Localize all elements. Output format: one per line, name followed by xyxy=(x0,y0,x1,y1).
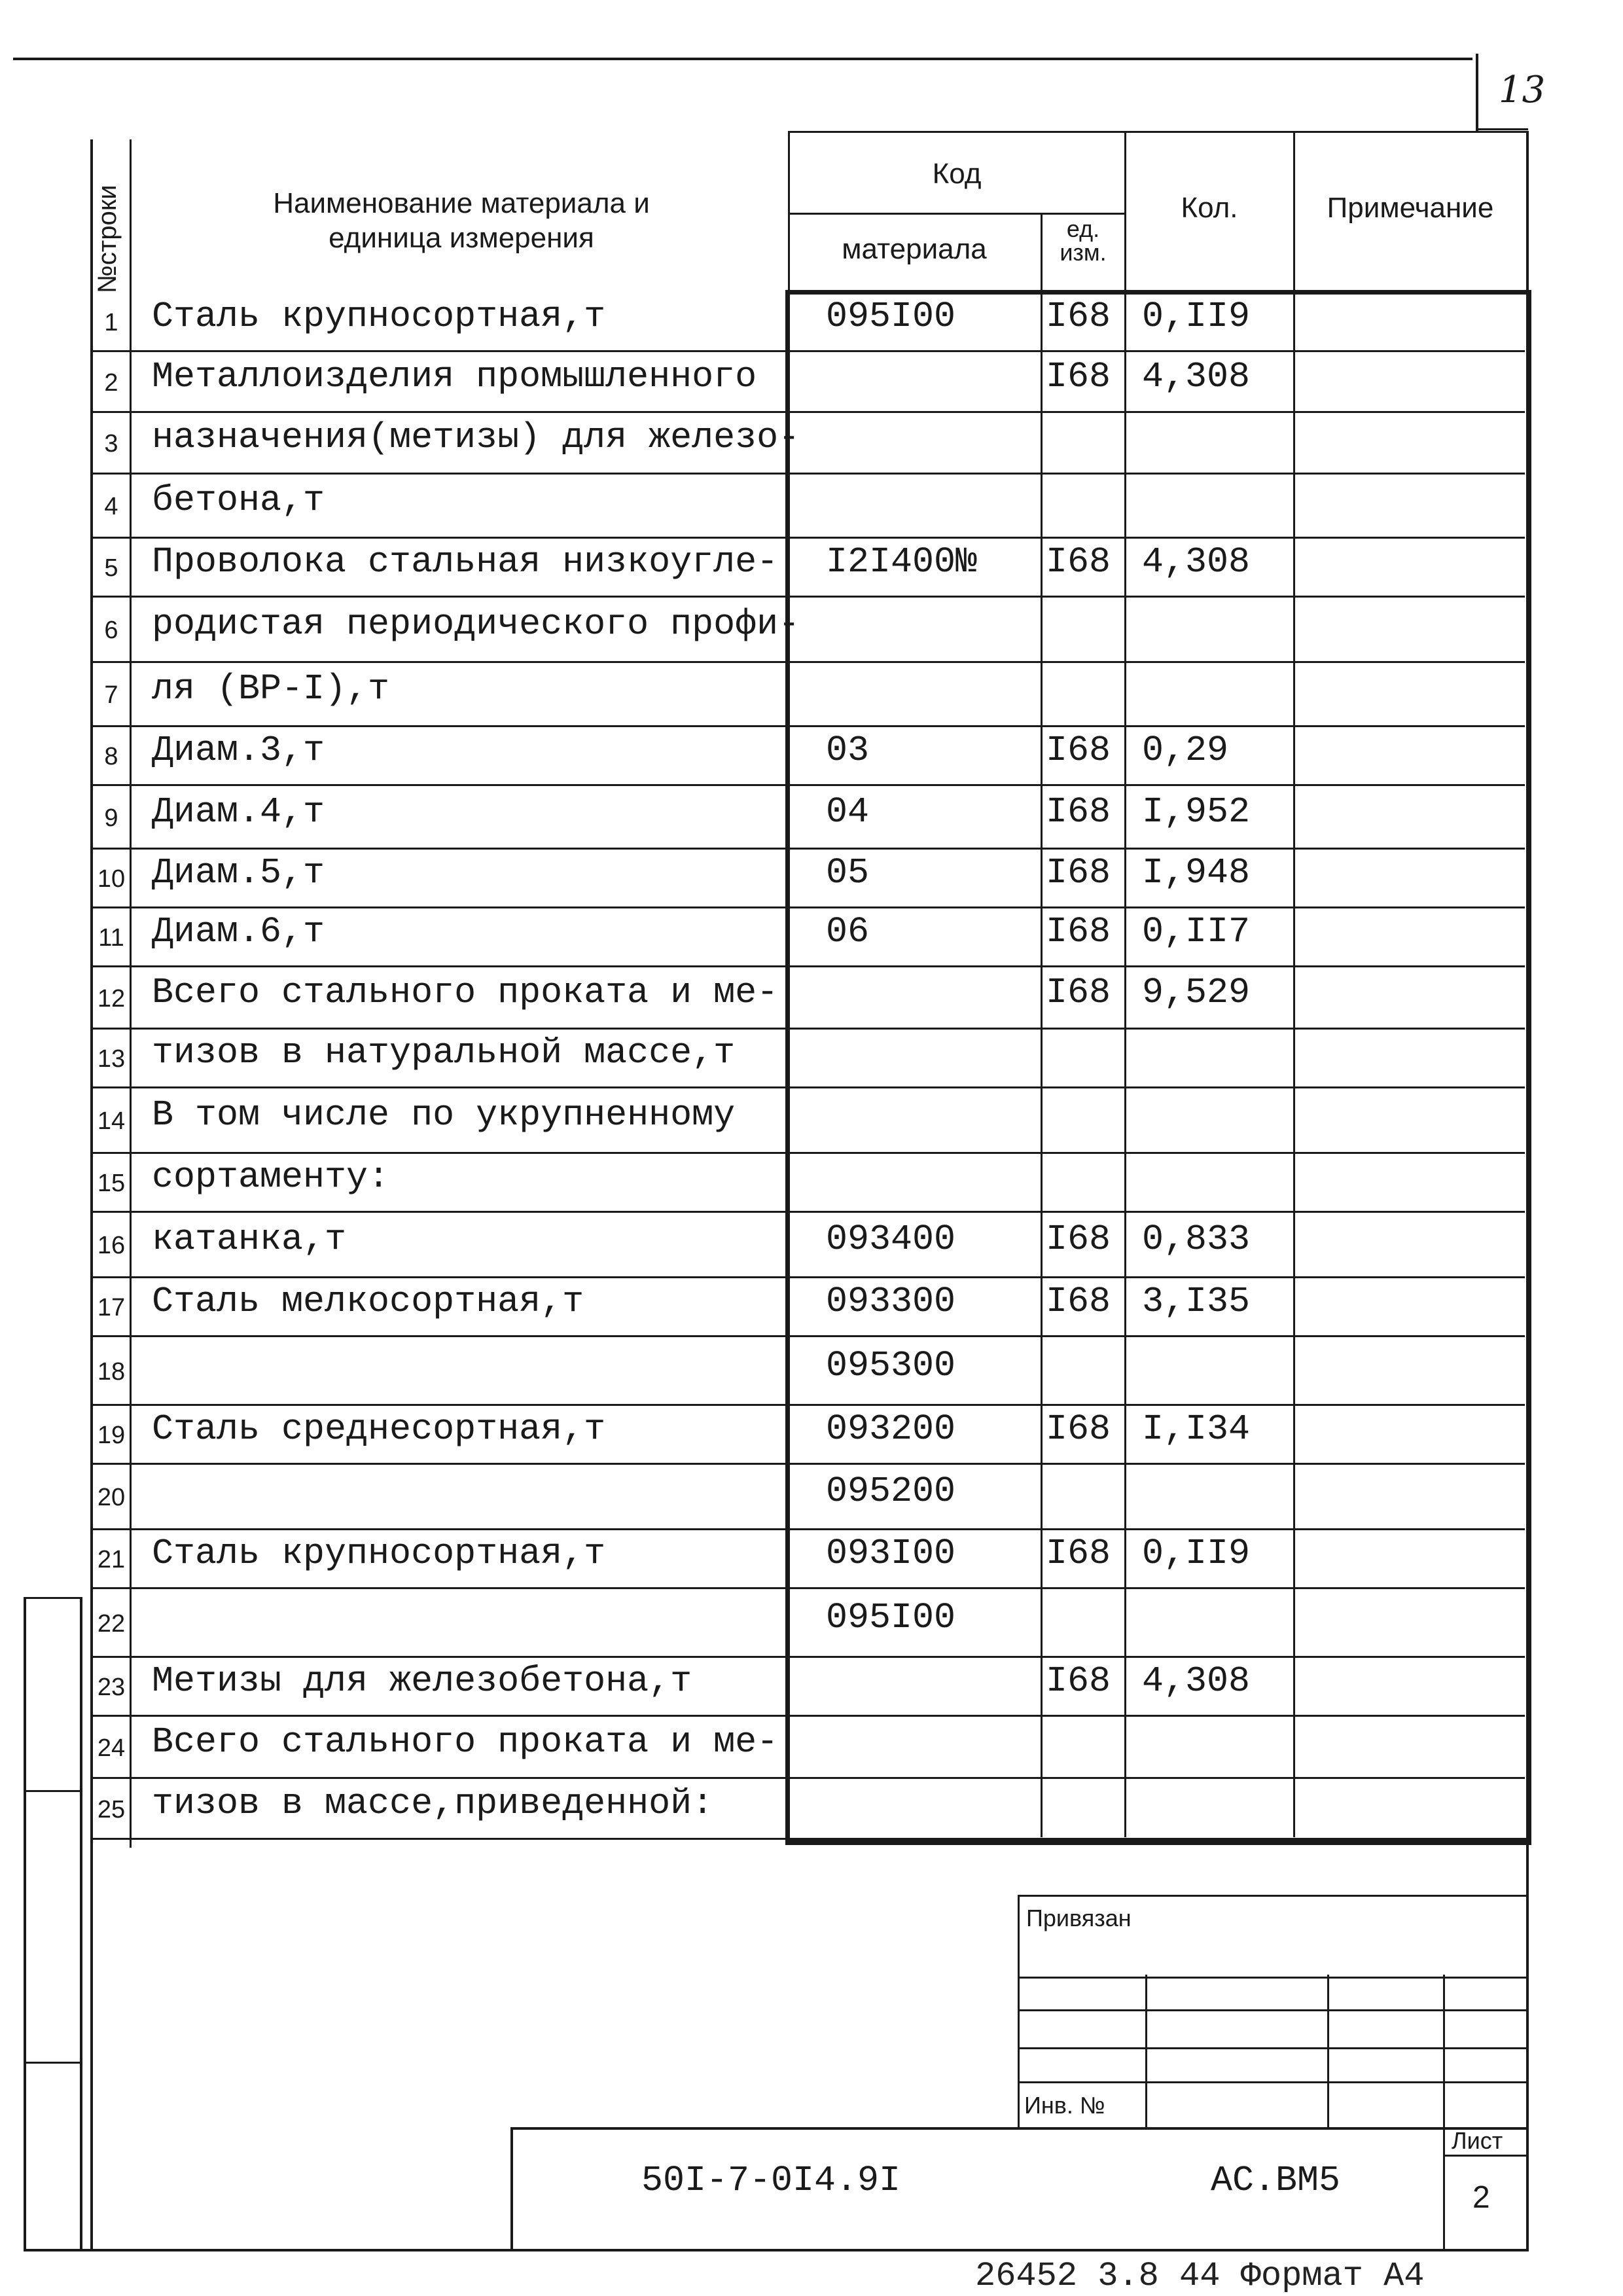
doc-mark: АС.ВМ5 xyxy=(1211,2160,1341,2201)
row-unit-code: I68 xyxy=(1046,852,1111,893)
row-material-name: Метизы для железобетона,т xyxy=(152,1660,692,1702)
row-number: 11 xyxy=(98,924,124,952)
row-unit-code: I68 xyxy=(1046,1533,1111,1574)
binding-line-inner xyxy=(80,1597,82,2251)
title-block-left xyxy=(510,2127,513,2250)
header-col-2 xyxy=(788,131,790,291)
row-number: 7 xyxy=(104,681,118,709)
row-material-name: Сталь крупносортная,т xyxy=(152,1533,606,1574)
row-number: 13 xyxy=(97,1045,126,1073)
row-number: 3 xyxy=(104,430,118,457)
row-quantity: I,952 xyxy=(1142,791,1251,833)
row-number: 2 xyxy=(104,368,118,397)
row-material-code: 095300 xyxy=(826,1344,956,1386)
row-material-name: В том числе по укрупненному xyxy=(152,1094,736,1136)
row-number: 18 xyxy=(97,1357,126,1386)
binding-divider-1 xyxy=(24,1597,82,1599)
row-number: 6 xyxy=(104,617,118,644)
binding-divider-3 xyxy=(24,2062,82,2064)
row-quantity: 0,833 xyxy=(1142,1219,1251,1260)
row-number: 14 xyxy=(97,1107,126,1135)
stamp-grid-v3 xyxy=(1443,1975,1445,2250)
row-unit-code: I68 xyxy=(1046,911,1111,952)
row-quantity: I,I34 xyxy=(1142,1408,1251,1450)
row-number: 25 xyxy=(97,1795,126,1823)
row-quantity: 9,529 xyxy=(1142,971,1251,1013)
header-top xyxy=(788,131,1527,133)
table-row-line xyxy=(92,473,1525,475)
table-row-line xyxy=(92,1404,1525,1406)
stamp-grid-left xyxy=(1018,1975,1020,2128)
stamp-grid-h1 xyxy=(1018,2009,1526,2011)
table-row-line xyxy=(92,1211,1525,1213)
table-row-line xyxy=(92,1152,1525,1154)
doc-code: 50I-7-0I4.9I xyxy=(641,2160,901,2201)
table-row-line xyxy=(92,1656,1525,1658)
row-material-name: Металлоизделия промышленного xyxy=(152,355,757,397)
row-material-name: бетона,т xyxy=(152,480,325,521)
row-quantity: 0,II9 xyxy=(1142,296,1251,337)
row-material-name: Сталь среднесортная,т xyxy=(152,1408,606,1450)
row-unit-code: I68 xyxy=(1046,971,1111,1013)
table-row-line xyxy=(92,725,1525,727)
binding-line xyxy=(24,1597,26,2251)
top-rule xyxy=(13,58,1472,60)
footer-note: 26452 3.8 44 Формат А4 xyxy=(975,2257,1425,2295)
table-row-line xyxy=(92,784,1525,786)
row-material-code: 06 xyxy=(826,911,870,952)
row-material-code: 093200 xyxy=(826,1408,956,1450)
row-material-name: Всего стального проката и ме- xyxy=(152,971,779,1013)
row-number: 1 xyxy=(104,309,118,336)
col-sep-note xyxy=(1293,291,1295,1837)
row-material-code: 03 xyxy=(826,730,870,771)
row-material-name: Диам.5,т xyxy=(152,852,325,893)
stamp-grid-h2 xyxy=(1018,2047,1526,2049)
row-material-name: родистая периодического профи- xyxy=(152,603,800,645)
header-note: Примечание xyxy=(1327,192,1494,224)
row-number: 19 xyxy=(97,1422,126,1449)
row-material-code: 04 xyxy=(826,791,870,833)
corner-base xyxy=(1476,128,1528,130)
frame-bottom xyxy=(24,2249,1529,2251)
row-unit-code: I68 xyxy=(1046,1281,1111,1322)
table-row-line xyxy=(92,596,1525,598)
table-row-line xyxy=(92,1276,1525,1278)
row-material-name: Сталь мелкосортная,т xyxy=(152,1281,584,1322)
row-material-name: катанка,т xyxy=(152,1219,347,1260)
row-number: 9 xyxy=(104,804,118,832)
header-col-1 xyxy=(130,139,132,1848)
row-material-name: Сталь крупносортная,т xyxy=(152,296,606,337)
row-material-code: 093300 xyxy=(826,1281,956,1322)
table-row-line xyxy=(92,661,1525,663)
row-material-name: Диам.4,т xyxy=(152,791,325,833)
row-material-name: сортаменту: xyxy=(152,1157,390,1198)
sheet-label: Лист xyxy=(1452,2127,1503,2154)
row-number: 23 xyxy=(97,1674,126,1701)
row-number: 20 xyxy=(97,1484,126,1511)
table-row-line xyxy=(92,965,1525,967)
header-qty: Кол. xyxy=(1181,192,1238,224)
stamp-grid-v2 xyxy=(1327,1975,1329,2128)
table-row-line xyxy=(92,1028,1525,1030)
sheet-number: 2 xyxy=(1472,2180,1490,2215)
row-material-name: Всего стального проката и ме- xyxy=(152,1721,779,1763)
stamp-privyazan-label: Привязан xyxy=(1026,1905,1132,1931)
table-row-line xyxy=(92,1528,1525,1530)
table-row-line xyxy=(92,1587,1525,1589)
table-row-line xyxy=(92,1838,1525,1840)
row-material-name: Проволока стальная низкоугле- xyxy=(152,541,779,583)
row-number: 21 xyxy=(97,1546,126,1573)
row-material-code: 093I00 xyxy=(826,1533,956,1574)
row-material-name: ля (ВР-I),т xyxy=(152,668,390,709)
header-name: Наименование материала и единица измерения xyxy=(273,187,650,254)
row-quantity: 0,29 xyxy=(1142,730,1229,771)
row-unit-code: I68 xyxy=(1046,355,1111,397)
row-material-name: назначения(метизы) для железо- xyxy=(152,417,800,458)
binding-divider-2 xyxy=(24,1790,82,1792)
row-quantity: I,948 xyxy=(1142,852,1251,893)
row-number: 17 xyxy=(97,1294,126,1321)
stamp-inv-label: Инв. № xyxy=(1024,2092,1105,2119)
row-material-code: I2I400№ xyxy=(826,541,978,583)
row-number: 4 xyxy=(104,493,118,520)
row-material-name: Диам.3,т xyxy=(152,730,325,771)
row-quantity: 4,308 xyxy=(1142,1660,1251,1702)
row-unit-code: I68 xyxy=(1046,296,1111,337)
table-row-line xyxy=(92,906,1525,908)
stamp-grid-h3 xyxy=(1018,2081,1526,2083)
header-code-material: материала xyxy=(842,233,987,265)
row-number: 24 xyxy=(97,1734,126,1762)
row-number: 22 xyxy=(97,1609,126,1638)
row-quantity: 4,308 xyxy=(1142,355,1251,397)
row-quantity: 0,II9 xyxy=(1142,1533,1251,1574)
corner-divider xyxy=(1476,54,1478,131)
row-number: 15 xyxy=(97,1170,126,1197)
table-row-line xyxy=(92,411,1525,413)
row-unit-code: I68 xyxy=(1046,541,1111,583)
row-unit-code: I68 xyxy=(1046,730,1111,771)
row-quantity: 0,II7 xyxy=(1142,911,1251,952)
row-quantity: 3,I35 xyxy=(1142,1281,1251,1322)
row-number: 5 xyxy=(104,554,118,582)
header-col-3 xyxy=(1041,213,1043,291)
table-row-line xyxy=(92,1335,1525,1337)
row-unit-code: I68 xyxy=(1046,1660,1111,1702)
row-material-name: тизов в массе,приведенной: xyxy=(152,1782,714,1824)
col-sep-qty xyxy=(1124,291,1126,1837)
row-material-code: 093400 xyxy=(826,1219,956,1260)
stamp-grid-v1 xyxy=(1145,1975,1147,2128)
table-row-line xyxy=(92,1086,1525,1088)
row-number: 12 xyxy=(97,984,126,1013)
row-material-name: тизов в натуральной массе,т xyxy=(152,1032,736,1073)
table-row-line xyxy=(92,848,1525,850)
row-material-code: 095200 xyxy=(826,1471,956,1512)
row-unit-code: I68 xyxy=(1046,1408,1111,1450)
row-number: 8 xyxy=(104,743,118,770)
header-row-no: №строки xyxy=(93,185,122,293)
row-material-code: 095I00 xyxy=(826,1596,956,1638)
row-number: 16 xyxy=(97,1232,126,1259)
table-row-line xyxy=(92,537,1525,539)
header-code-unit: ед. изм. xyxy=(1060,215,1107,266)
table-row-line xyxy=(92,350,1525,352)
table-row-line xyxy=(92,1715,1525,1717)
row-unit-code: I68 xyxy=(1046,1219,1111,1260)
row-material-name: Диам.6,т xyxy=(152,911,325,952)
header-code: Код xyxy=(932,158,982,190)
row-number: 10 xyxy=(97,865,126,893)
col-sep-unit xyxy=(1041,291,1043,1837)
row-unit-code: I68 xyxy=(1046,791,1111,833)
row-quantity: 4,308 xyxy=(1142,541,1251,583)
title-block-top xyxy=(510,2127,1528,2130)
header-code-split xyxy=(788,213,1126,215)
table-row-line xyxy=(92,1777,1525,1779)
sheet-divider xyxy=(1443,2155,1528,2157)
row-material-code: 05 xyxy=(826,852,870,893)
table-row-line xyxy=(92,1463,1525,1465)
page-mark: 13 xyxy=(1499,69,1546,111)
row-material-code: 095I00 xyxy=(826,296,956,337)
